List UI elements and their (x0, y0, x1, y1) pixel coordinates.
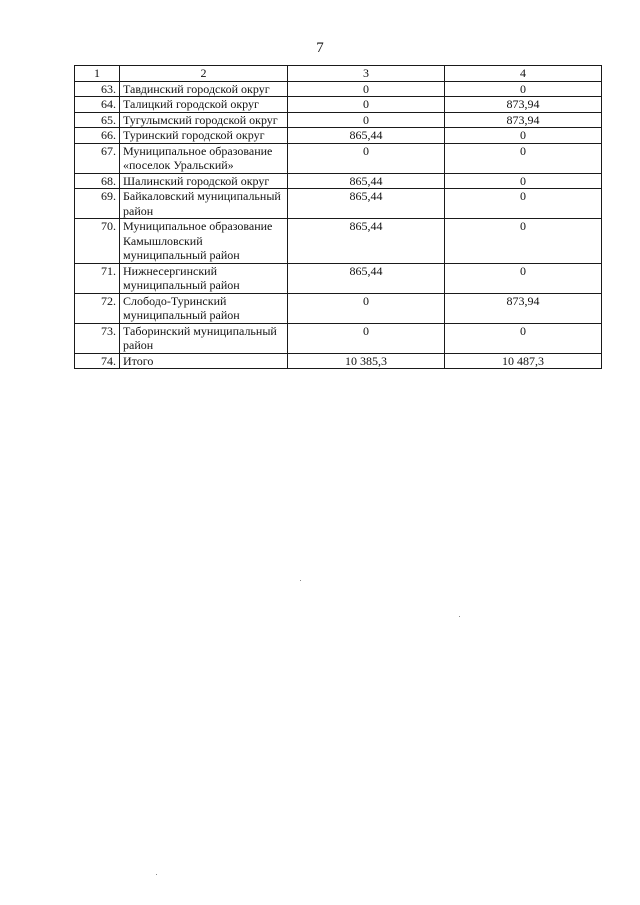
column-4-value: 873,94 (445, 97, 602, 113)
column-4-value: 873,94 (445, 293, 602, 323)
column-4-value: 0 (445, 189, 602, 219)
header-cell: 1 (75, 66, 120, 82)
column-4-value: 0 (445, 219, 602, 264)
column-3-value: 0 (288, 81, 445, 97)
row-number: 65. (75, 112, 120, 128)
row-number: 69. (75, 189, 120, 219)
row-number: 68. (75, 173, 120, 189)
table-row (75, 173, 602, 189)
column-3-value: 0 (288, 143, 445, 173)
column-3-value: 865,44 (288, 128, 445, 144)
row-number: 67. (75, 143, 120, 173)
header-cell: 4 (445, 66, 602, 82)
allocation-table (74, 65, 602, 369)
total-column-4-value: 10 487,3 (445, 353, 602, 369)
table-row (75, 219, 602, 264)
column-4-value: 0 (445, 263, 602, 293)
column-4-value: 0 (445, 323, 602, 353)
column-3-value: 865,44 (288, 263, 445, 293)
table-row (75, 97, 602, 113)
municipality-name: Тавдинский городской округ (120, 81, 288, 97)
total-row (75, 353, 602, 369)
table-row (75, 112, 602, 128)
table-header-row (75, 66, 602, 82)
page-number: 7 (316, 40, 324, 56)
column-3-value: 865,44 (288, 173, 445, 189)
header-cell: 2 (120, 66, 288, 82)
column-3-value: 0 (288, 112, 445, 128)
table-row (75, 293, 602, 323)
municipality-name: Тугулымский городской округ (120, 112, 288, 128)
municipality-name: Муниципальное образование «поселок Уральский» (120, 143, 288, 173)
row-number: 71. (75, 263, 120, 293)
table-row (75, 189, 602, 219)
municipality-name: Талицкий городской округ (120, 97, 288, 113)
scan-speck (156, 874, 157, 875)
row-number: 66. (75, 128, 120, 144)
table-row (75, 128, 602, 144)
row-number: 72. (75, 293, 120, 323)
municipality-name: Муниципальное образование Камышловский муниципальный район (120, 219, 288, 264)
table-row (75, 81, 602, 97)
column-3-value: 0 (288, 293, 445, 323)
column-3-value: 0 (288, 97, 445, 113)
column-4-value: 0 (445, 81, 602, 97)
row-number: 63. (75, 81, 120, 97)
column-3-value: 865,44 (288, 189, 445, 219)
column-4-value: 0 (445, 143, 602, 173)
header-cell: 3 (288, 66, 445, 82)
column-4-value: 873,94 (445, 112, 602, 128)
column-3-value: 865,44 (288, 219, 445, 264)
scan-speck (459, 616, 460, 617)
column-4-value: 0 (445, 128, 602, 144)
table-row (75, 263, 602, 293)
scan-speck (300, 580, 301, 581)
column-3-value: 0 (288, 323, 445, 353)
total-label: Итого (120, 353, 288, 369)
municipality-name: Шалинский городской округ (120, 173, 288, 189)
municipality-name: Туринский городской округ (120, 128, 288, 144)
municipality-name: Нижнесергинский муниципальный район (120, 263, 288, 293)
column-4-value: 0 (445, 173, 602, 189)
row-number: 70. (75, 219, 120, 264)
row-number: 73. (75, 323, 120, 353)
municipality-name: Байкаловский муниципальный район (120, 189, 288, 219)
row-number: 64. (75, 97, 120, 113)
row-number: 74. (75, 353, 120, 369)
table-row (75, 323, 602, 353)
total-column-3-value: 10 385,3 (288, 353, 445, 369)
municipality-name: Слободо-Туринский муниципальный район (120, 293, 288, 323)
table-row (75, 143, 602, 173)
municipality-name: Таборинский муниципальный район (120, 323, 288, 353)
